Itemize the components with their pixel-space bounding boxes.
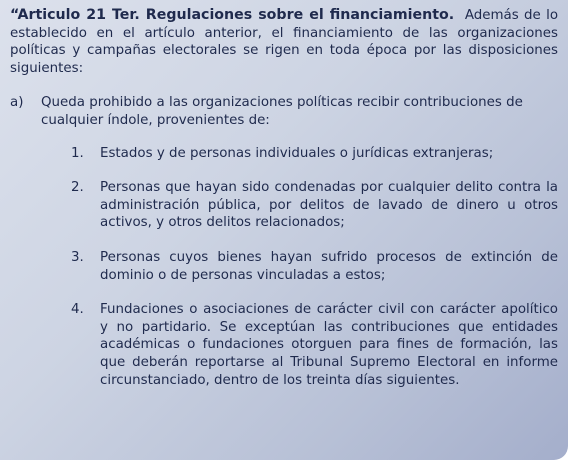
article-title xyxy=(10,7,454,23)
list-item-number: 1. xyxy=(71,145,84,161)
article-intro xyxy=(10,7,558,77)
list-marker-a: a) xyxy=(10,95,24,111)
sub-list xyxy=(41,145,558,390)
list-item-text: Fundaciones o asociaciones de carácter civil con carácter apolítico y no partidario. Se exceptúan las contribuciones que entidades académicas o fundaciones otorguen para fines de formación, las que deberán reportarse al Tribunal Supremo Electoral en informe circunstanciado, dentro de los treinta días siguientes. xyxy=(100,302,558,388)
list-item-a-text: Queda prohibido a las organizaciones políticas recibir contribuciones de cualquier índole, provenientes de: xyxy=(41,95,523,128)
open-quote: “ xyxy=(10,7,18,23)
article-intro-text: Además de lo establecido en el artículo anterior, el financiamiento de las organizaciones políticas y campañas electorales se rigen en toda época por las disposiciones siguientes: xyxy=(10,8,559,76)
article-title-text: Articulo 21 Ter. Regulaciones sobre el financiamiento. xyxy=(17,7,455,23)
list-item-text: Personas cuyos bienes hayan sufrido procesos de extinción de dominio o de personas vinculadas a estos; xyxy=(100,249,558,283)
list-item-number: 4. xyxy=(71,302,84,318)
list-item xyxy=(41,249,558,284)
list-item-number: 2. xyxy=(71,180,84,196)
list-item xyxy=(41,145,558,163)
list-item-number: 3. xyxy=(71,249,84,265)
list-item-text: Personas que hayan sido condenadas por cualquier delito contra la administración pública, por delitos de lavado de dinero u otros activos, y otros delitos relacionados; xyxy=(100,180,558,231)
list-item xyxy=(41,301,558,389)
list-item xyxy=(41,179,558,232)
list-item-text: Estados y de personas individuales o jurídicas extranjeras; xyxy=(100,145,494,161)
list-item-a xyxy=(10,94,558,389)
